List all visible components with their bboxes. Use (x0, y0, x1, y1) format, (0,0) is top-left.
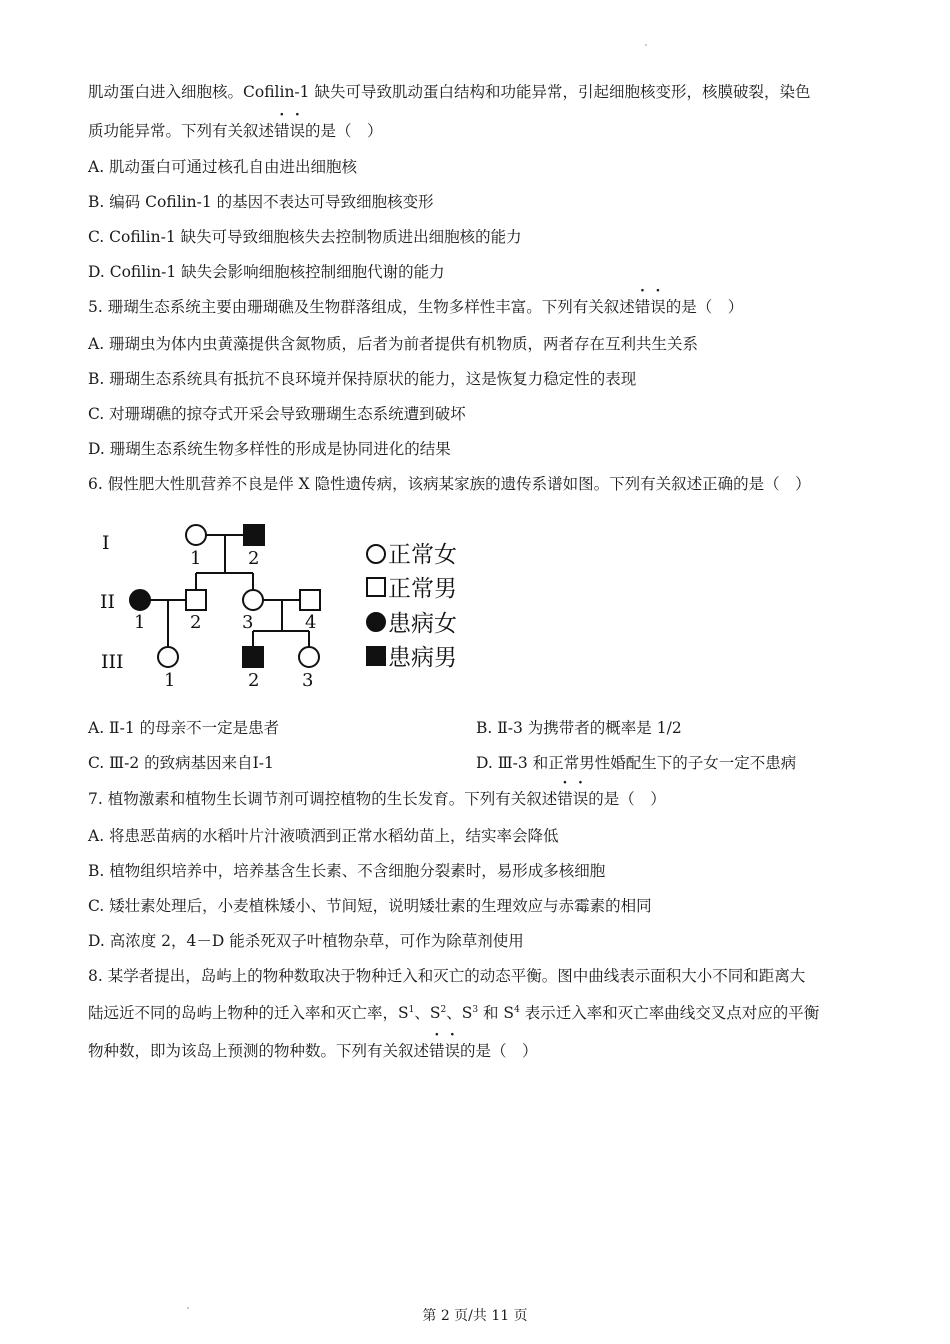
q7-stem: 7. 植物激素和植物生长调节剂可调控植物的生长发育。下列有关叙述错误的是（ ） (88, 790, 666, 808)
emphasis-char: 误 (289, 122, 306, 140)
emphasis-char: 错 (634, 298, 651, 316)
legend-affected-female: 患病女 (388, 611, 457, 637)
q4-option-d: D. Cofilin-1 缺失会影响细胞核控制细胞代谢的能力 (88, 263, 445, 281)
q8-stem-line1: 8. 某学者提出，岛屿上的物种数取决于物种迁入和灭亡的动态平衡。图中曲线表示面积大小不同和距离大 (88, 967, 806, 985)
q6-option-b: B. Ⅱ-3 为携带者的概率是 1/2 (476, 719, 682, 737)
q7-option-d: D. 高浓度 2，4－D 能杀死双子叶植物杂草，可作为除草剂使用 (88, 932, 524, 950)
q4-option-c: C. Cofilin-1 缺失可导致细胞核失去控制物质进出细胞核的能力 (88, 228, 522, 246)
q7-option-b: B. 植物组织培养中，培养基含生长素、不含细胞分裂素时，易形成多核细胞 (88, 862, 606, 880)
q5-option-b: B. 珊瑚生态系统具有抵抗不良环境并保持原状的能力，这是恢复力稳定性的表现 (88, 370, 637, 388)
individual-III2-affected-male (243, 647, 263, 667)
legend-affected-female-icon (367, 613, 385, 631)
q4-stem-line2: 质功能异常。下列有关叙述错误的是（ ） (88, 122, 383, 140)
q7-option-a: A. 将患恶苗病的水稻叶片汁液喷洒到正常水稻幼苗上，结实率会降低 (88, 827, 559, 845)
num-I1: 1 (190, 548, 202, 569)
emphasis-char: 误 (444, 1042, 461, 1060)
individual-III3-normal-female (299, 647, 319, 667)
emphasis-char: 错 (557, 790, 573, 808)
legend-affected-male: 患病男 (388, 645, 457, 671)
q4-option-b: B. 编码 Cofilin-1 的基因不表达可导致细胞核变形 (88, 193, 434, 211)
individual-II1-affected-female (130, 590, 150, 610)
emphasis-char: 错 (429, 1042, 445, 1060)
q6-stem: 6. 假性肥大性肌营养不良是伴 X 隐性遗传病，该病某家族的遗传系谱如图。下列有关叙述正确的是（ ） (88, 475, 811, 493)
num-II1: 1 (134, 612, 146, 633)
q5-option-c: C. 对珊瑚礁的掠夺式开采会导致珊瑚生态系统遭到破坏 (88, 405, 466, 423)
emphasis-char: 误 (650, 298, 666, 316)
gen-label-III: III (101, 651, 124, 673)
q5-stem: 5. 珊瑚生态系统主要由珊瑚礁及生物群落组成，生物多样性丰富。下列有关叙述错误的是（ ） (88, 298, 744, 316)
q4-option-a: A. 肌动蛋白可通过核孔自由进出细胞核 (88, 158, 358, 176)
q8-stem-line2: 陆远近不同的岛屿上物种的迁入率和灭亡率，$S^1$、$S^2$、$S^3$ 和 $S^4$ 表示迁入率和灭亡率曲线交叉点对应的平衡 (88, 1004, 820, 1022)
gen-label-I: I (102, 532, 110, 554)
q6-option-a: A. Ⅱ-1 的母亲不一定是患者 (88, 719, 280, 737)
legend-normal-male-icon (367, 578, 385, 596)
num-III1: 1 (164, 670, 176, 691)
legend-normal-female-icon (367, 545, 385, 563)
legend-affected-male-icon (367, 647, 385, 665)
gen-label-II: II (100, 591, 116, 613)
num-II4: 4 (305, 612, 317, 633)
legend-normal-female: 正常女 (388, 542, 457, 568)
legend-normal-male: 正常男 (388, 576, 457, 602)
q5-option-a: A. 珊瑚虫为体内虫黄藻提供含氮物质，后者为前者提供有机物质，两者存在互利共生关系 (88, 335, 699, 353)
q5-option-d: D. 珊瑚生态系统生物多样性的形成是协同进化的结果 (88, 440, 451, 458)
emphasis-char: 错 (274, 122, 290, 140)
individual-II3-normal-female (243, 590, 263, 610)
num-III3: 3 (302, 670, 314, 691)
num-I2: 2 (248, 548, 260, 569)
individual-II4-normal-male (300, 590, 320, 610)
q6-option-c: C. Ⅲ-2 的致病基因来自Ⅰ-1 (88, 754, 274, 772)
individual-I1-normal-female (186, 525, 206, 545)
q6-option-d: D. Ⅲ-3 和正常男性婚配生下的子女一定不患病 (476, 754, 797, 772)
individual-III1-normal-female (158, 647, 178, 667)
individual-II2-normal-male (186, 590, 206, 610)
q4-stem-line1: 肌动蛋白进入细胞核。Cofilin-1 缺失可导致肌动蛋白结构和功能异常，引起细胞核变形，核膜破裂，染色 (88, 83, 811, 101)
num-II2: 2 (190, 612, 202, 633)
q7-option-c: C. 矮壮素处理后，小麦植株矮小、节间短，说明矮壮素的生理效应与赤霉素的相同 (88, 897, 652, 915)
q8-stem-line3: 物种数，即为该岛上预测的物种数。下列有关叙述错误的是（ ） (88, 1042, 538, 1060)
page-footer: 第 2 页/共 11 页 (422, 1308, 528, 1324)
individual-I2-affected-male (244, 525, 264, 545)
emphasis-char: 误 (572, 790, 589, 808)
num-II3: 3 (242, 612, 254, 633)
num-III2: 2 (248, 670, 260, 691)
